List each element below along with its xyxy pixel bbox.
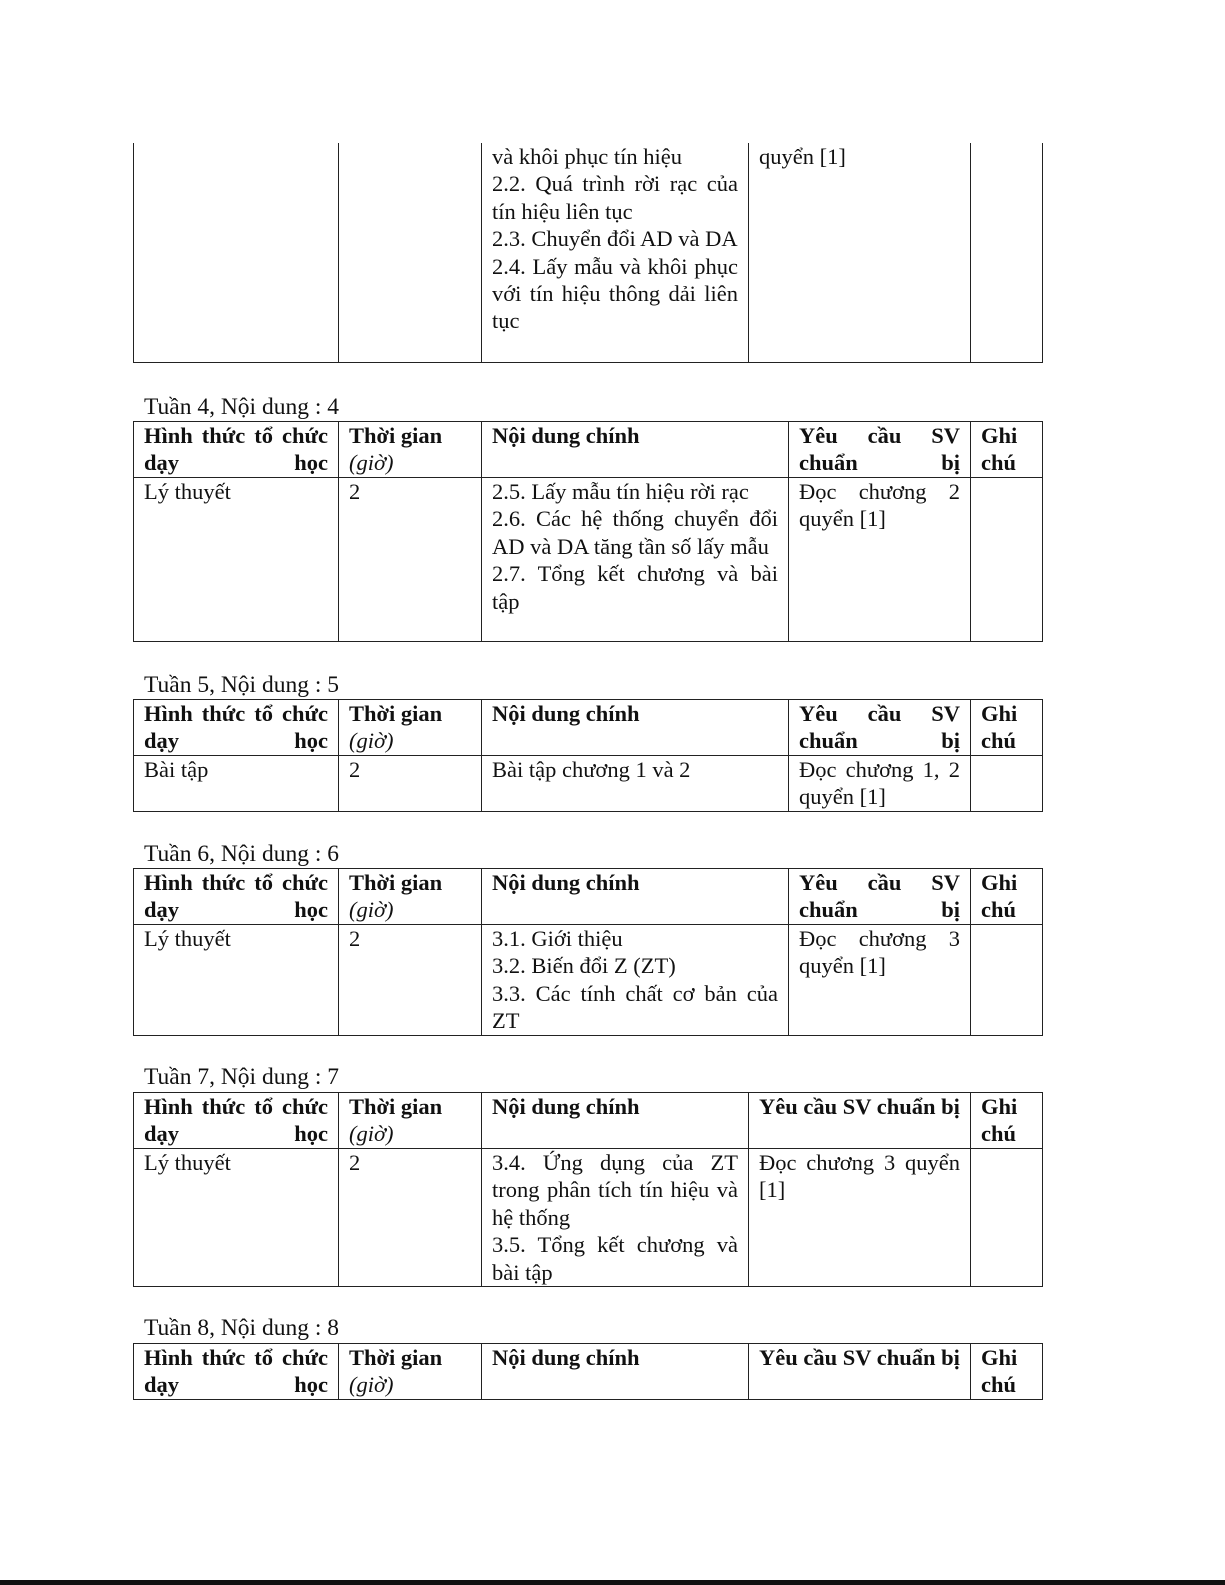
header-content: Nội dung chính (482, 422, 789, 478)
content-line: 2.4. Lấy mẫu và khôi phục với tín hiệu thông dải liên tục (492, 253, 738, 334)
note-cell (971, 1149, 1043, 1287)
week-7-table (133, 1092, 1043, 1287)
header-note: Ghi chú (971, 422, 1043, 478)
note-cell (971, 925, 1043, 1036)
header-time-unit: (giờ) (349, 450, 394, 476)
header-time-label: Thời gian (349, 870, 443, 895)
note-cell (971, 478, 1043, 642)
header-requirement: Yêu cầu SV chuẩn bị (789, 869, 971, 925)
header-time (339, 1093, 482, 1149)
header-form: Hình thức tổ chức dạy học (134, 422, 339, 478)
content-line: 3.3. Các tính chất cơ bản của ZT (492, 980, 778, 1034)
time-cell: 2 (339, 478, 482, 642)
requirement-cell: Đọc chương 3 quyển [1] (749, 1149, 971, 1287)
requirement-cell: Đọc chương 3 quyển [1] (789, 925, 971, 1036)
time-cell: 2 (339, 925, 482, 1036)
note-cell (971, 756, 1043, 812)
time-cell (339, 143, 482, 362)
header-row (134, 700, 1043, 756)
week-title: Tuần 6, Nội dung : 6 (144, 841, 339, 867)
table-row (134, 478, 1043, 642)
form-cell: Bài tập (134, 756, 339, 812)
header-time (339, 869, 482, 925)
header-time-label: Thời gian (349, 701, 443, 726)
header-row (134, 1093, 1043, 1149)
form-cell: Lý thuyết (134, 925, 339, 1036)
content-line: 2.7. Tổng kết chương và bài tập (492, 561, 778, 614)
header-requirement: Yêu cầu SV chuẩn bị (789, 422, 971, 478)
time-cell: 2 (339, 756, 482, 812)
table-row (134, 143, 1043, 362)
form-cell: Lý thuyết (134, 478, 339, 642)
header-time-label: Thời gian (349, 423, 443, 448)
week-title: Tuần 4, Nội dung : 4 (144, 394, 339, 420)
header-time-unit: (giờ) (349, 728, 394, 754)
header-time (339, 700, 482, 756)
table-row (134, 1149, 1043, 1287)
header-row (134, 1344, 1043, 1400)
header-content: Nội dung chính (482, 1093, 749, 1149)
content-line: 3.2. Biến đổi Z (ZT) (492, 953, 676, 979)
content-cell (482, 756, 789, 812)
form-cell: Lý thuyết (134, 1149, 339, 1287)
header-row (134, 869, 1043, 925)
time-cell: 2 (339, 1149, 482, 1287)
week-6-table (133, 868, 1043, 1036)
content-line: 3.5. Tổng kết chương và bài tập (492, 1232, 738, 1285)
content-line: 2.2. Quá trình rời rạc của tín hiệu liên tục (492, 171, 738, 224)
form-cell (134, 143, 339, 362)
header-time-unit: (giờ) (349, 1372, 394, 1398)
header-form: Hình thức tổ chức dạy học (134, 1093, 339, 1149)
content-line: Bài tập chương 1 và 2 (492, 757, 691, 782)
header-note: Ghi chú (971, 1093, 1043, 1149)
table-row (134, 756, 1043, 812)
table-row (134, 925, 1043, 1036)
header-content: Nội dung chính (482, 700, 789, 756)
content-cell (482, 1149, 749, 1287)
content-line: và khôi phục tín hiệu (492, 144, 682, 169)
header-note: Ghi chú (971, 700, 1043, 756)
requirement-cell: Đọc chương 2 quyển [1] (789, 478, 971, 642)
header-content: Nội dung chính (482, 869, 789, 925)
content-cell (482, 143, 749, 362)
header-time-label: Thời gian (349, 1345, 443, 1370)
header-time-label: Thời gian (349, 1094, 443, 1119)
header-time (339, 1344, 482, 1400)
header-row (134, 422, 1043, 478)
header-requirement: Yêu cầu SV chuẩn bị (749, 1093, 971, 1149)
header-time-unit: (giờ) (349, 1121, 394, 1147)
content-line: 2.5. Lấy mẫu tín hiệu rời rạc (492, 479, 749, 504)
page-bottom-rule (0, 1580, 1225, 1585)
header-time (339, 422, 482, 478)
week-title: Tuần 5, Nội dung : 5 (144, 672, 339, 698)
header-form: Hình thức tổ chức dạy học (134, 869, 339, 925)
header-time-unit: (giờ) (349, 897, 394, 923)
header-note: Ghi chú (971, 869, 1043, 925)
header-form: Hình thức tổ chức dạy học (134, 1344, 339, 1400)
content-cell (482, 925, 789, 1036)
continuation-table (133, 143, 1043, 363)
content-line: 2.3. Chuyển đổi AD và DA (492, 226, 738, 252)
requirement-cell: Đọc chương 1, 2 quyển [1] (789, 756, 971, 812)
content-cell (482, 478, 789, 642)
week-4-table (133, 421, 1043, 642)
week-5-table (133, 699, 1043, 812)
header-form: Hình thức tổ chức dạy học (134, 700, 339, 756)
week-8-table (133, 1343, 1043, 1400)
header-requirement: Yêu cầu SV chuẩn bị (749, 1344, 971, 1400)
week-title: Tuần 8, Nội dung : 8 (144, 1315, 339, 1341)
header-requirement: Yêu cầu SV chuẩn bị (789, 700, 971, 756)
requirement-cell: quyển [1] (749, 143, 971, 362)
header-content: Nội dung chính (482, 1344, 749, 1400)
week-title: Tuần 7, Nội dung : 7 (144, 1064, 339, 1090)
header-note: Ghi chú (971, 1344, 1043, 1400)
content-line: 3.4. Ứng dụng của ZT trong phân tích tín hiệu và hệ thống (492, 1150, 738, 1230)
content-line: 3.1. Giới thiệu (492, 926, 623, 951)
content-line: 2.6. Các hệ thống chuyển đổi AD và DA tăng tần số lấy mẫu (492, 506, 778, 559)
note-cell (971, 143, 1043, 362)
